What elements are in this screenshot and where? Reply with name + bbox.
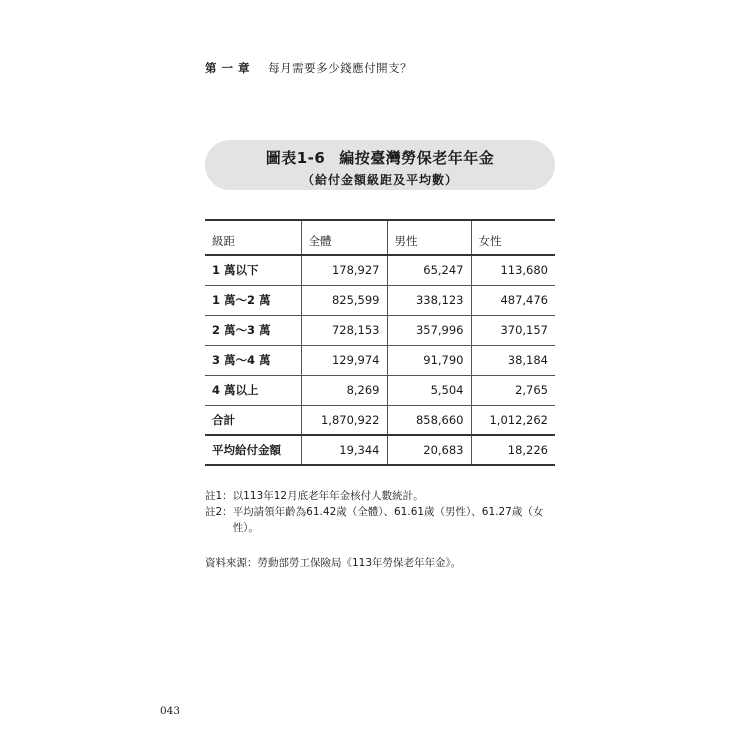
cell-male: 357,996 <box>387 315 471 345</box>
cell-all: 728,153 <box>301 315 387 345</box>
note-tag: 註1： <box>205 490 233 502</box>
table-notes <box>205 488 555 536</box>
cell-male: 91,790 <box>387 345 471 375</box>
column-header-bracket: 級距 <box>205 220 301 255</box>
figure-subtitle: （給付金額級距及平均數） <box>301 173 458 187</box>
row-label: 3 萬～4 萬 <box>205 345 301 375</box>
cell-female: 487,476 <box>471 285 555 315</box>
cell-all: 8,269 <box>301 375 387 405</box>
note-1 <box>205 488 555 504</box>
cell-female: 370,157 <box>471 315 555 345</box>
cell-female: 2,765 <box>471 375 555 405</box>
total-male: 858,660 <box>387 405 471 435</box>
column-header-male: 男性 <box>387 220 471 255</box>
chapter-title: 每月需要多少錢應付開支？ <box>268 61 413 75</box>
total-all: 1,870,922 <box>301 405 387 435</box>
note-2 <box>205 504 555 536</box>
row-label: 1 萬以下 <box>205 255 301 285</box>
note-text: 以113年12月底老年年金核付人數統計。 <box>232 490 424 502</box>
total-female: 1,012,262 <box>471 405 555 435</box>
row-label: 1 萬～2 萬 <box>205 285 301 315</box>
chapter-label: 第 一 章 <box>205 61 251 75</box>
column-header-female: 女性 <box>471 220 555 255</box>
table-header-row <box>205 220 555 255</box>
cell-male: 65,247 <box>387 255 471 285</box>
cell-female: 38,184 <box>471 345 555 375</box>
table-row <box>205 285 555 315</box>
total-label: 合計 <box>205 405 301 435</box>
table-average-row <box>205 435 555 465</box>
average-male: 20,683 <box>387 435 471 465</box>
table-row <box>205 315 555 345</box>
average-label: 平均給付金額 <box>212 443 281 457</box>
average-female: 18,226 <box>471 435 555 465</box>
pension-table <box>205 219 555 466</box>
data-source: 資料來源：勞動部勞工保險局《113年勞保老年年金》。 <box>205 557 462 569</box>
note-text: 平均請領年齡為61.42歲（全體）、61.61歲（男性）、61.27歲（女性）。 <box>232 506 544 534</box>
table-row <box>205 255 555 285</box>
cell-all: 178,927 <box>301 255 387 285</box>
table-row <box>205 345 555 375</box>
figure-title: 編按臺灣勞保老年年金 <box>339 149 495 167</box>
cell-female: 113,680 <box>471 255 555 285</box>
table-total-row <box>205 405 555 435</box>
note-tag: 註2： <box>205 506 233 518</box>
cell-all: 129,974 <box>301 345 387 375</box>
running-header <box>205 60 412 76</box>
figure-title-box <box>205 140 555 190</box>
column-header-all: 全體 <box>301 220 387 255</box>
cell-male: 338,123 <box>387 285 471 315</box>
cell-male: 5,504 <box>387 375 471 405</box>
average-all: 19,344 <box>301 435 387 465</box>
row-label: 4 萬以上 <box>205 375 301 405</box>
figure-title-line <box>205 147 555 168</box>
page-number: 043 <box>160 705 181 717</box>
figure-number: 圖表1-6 <box>265 149 326 167</box>
table-row <box>205 375 555 405</box>
row-label: 2 萬～3 萬 <box>205 315 301 345</box>
cell-all: 825,599 <box>301 285 387 315</box>
